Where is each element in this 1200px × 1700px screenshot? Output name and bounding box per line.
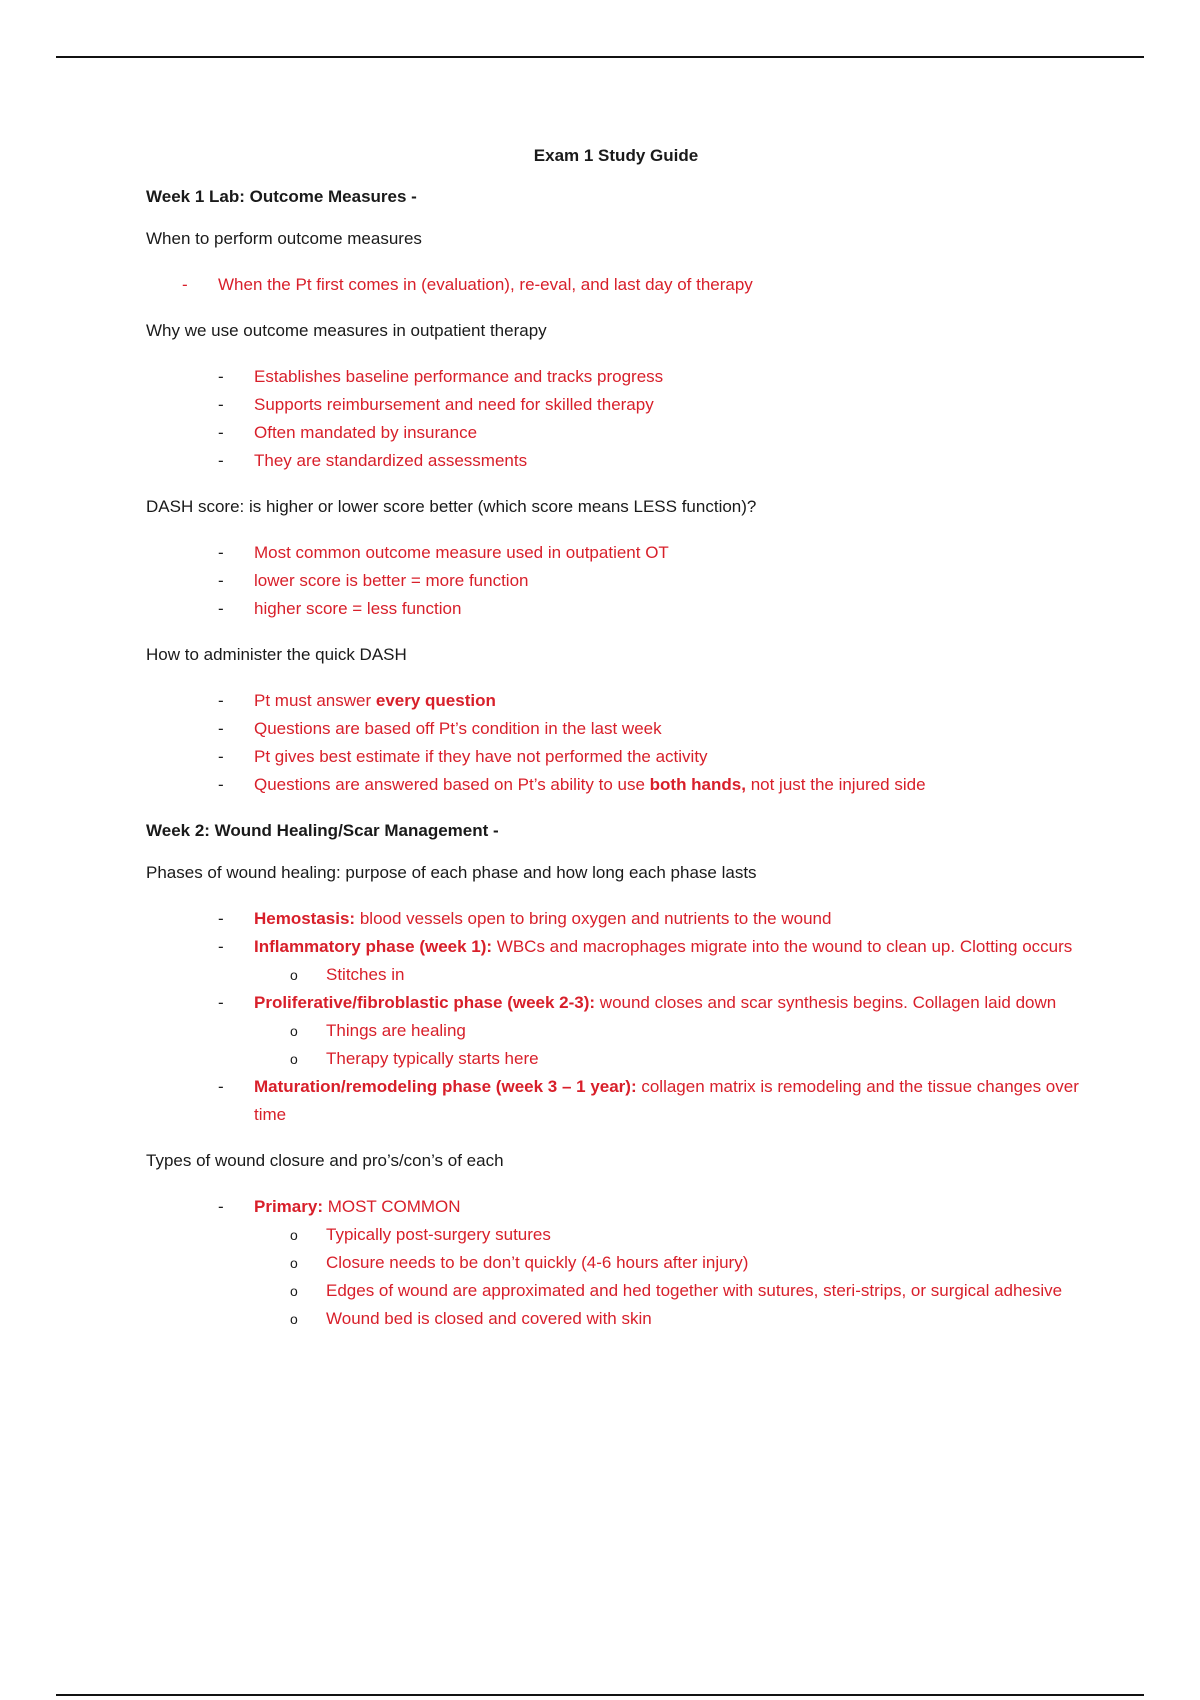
item-bold-text: every question [375, 691, 496, 710]
item-text: not just the injured side [745, 775, 926, 794]
item-bold-text: both hands, [649, 775, 746, 794]
list-item-inflammatory [146, 933, 1086, 989]
closure-description: MOST COMMON [322, 1197, 461, 1216]
list-item: - They are standardized assessments [146, 447, 1086, 475]
week1-answer-quick-dash-list [146, 687, 1086, 799]
list-item: - Questions are based off Pt’s condition in the last week [146, 715, 1086, 743]
week1-answer-when-list [146, 271, 1086, 299]
list-item: - lower score is better = more function [146, 567, 1086, 595]
week1-question-when: When to perform outcome measures [146, 229, 422, 248]
week2-question-closure: Types of wound closure and pro’s/con’s of each [146, 1151, 504, 1170]
list-item: - Most common outcome measure used in outpatient OT [146, 539, 1086, 567]
phase-description: blood vessels open to bring oxygen and nutrients to the wound [355, 909, 832, 928]
sub-list-item: o Therapy typically starts here [254, 1045, 1086, 1073]
phase-name: Maturation/remodeling phase (week 3 – 1 year): [254, 1077, 637, 1096]
phase-name: Proliferative/fibroblastic phase (week 2-3): [254, 993, 596, 1012]
list-item: - Often mandated by insurance [146, 419, 1086, 447]
week1-answer-dash-score-list [146, 539, 1086, 623]
list-item-primary [146, 1193, 1086, 1333]
phase-description: WBCs and macrophages migrate into the wound to clean up. Clotting occurs [492, 937, 1073, 956]
sub-list [254, 1221, 1086, 1333]
top-rule [56, 56, 1144, 58]
week1-answer-why-list [146, 363, 1086, 475]
phase-name: Inflammatory phase (week 1): [254, 937, 493, 956]
sub-list-item: o Edges of wound are approximated and hed together with sutures, steri-strips, or surgical adhesive [254, 1277, 1086, 1305]
sub-list-item: o Stitches in [254, 961, 1086, 989]
week1-heading: Week 1 Lab: Outcome Measures - [146, 187, 417, 206]
bottom-rule [56, 1694, 1144, 1696]
week2-question-phases: Phases of wound healing: purpose of each phase and how long each phase lasts [146, 863, 757, 882]
sub-list-item: o Typically post-surgery sutures [254, 1221, 1086, 1249]
sub-list-item: o Things are healing [254, 1017, 1086, 1045]
list-item [146, 687, 1086, 715]
sub-list-item: o Wound bed is closed and covered with skin [254, 1305, 1086, 1333]
closure-type: Primary: [254, 1197, 323, 1216]
phase-description: collagen matrix is remodeling and the tissue changes over time [254, 1077, 1079, 1124]
list-item-maturation [146, 1073, 1086, 1129]
week2-heading: Week 2: Wound Healing/Scar Management - [146, 821, 499, 840]
sub-list [254, 961, 1086, 989]
phase-name: Hemostasis: [254, 909, 356, 928]
week1-question-dash-score: DASH score: is higher or lower score better (which score means LESS function)? [146, 497, 757, 516]
week2-closure-list [146, 1193, 1086, 1333]
sub-list-item: o Closure needs to be don’t quickly (4-6 hours after injury) [254, 1249, 1086, 1277]
phase-description: wound closes and scar synthesis begins. Collagen laid down [595, 993, 1057, 1012]
document-body [146, 146, 1086, 1355]
list-item [146, 771, 1086, 799]
list-item: - Establishes baseline performance and tracks progress [146, 363, 1086, 391]
week1-question-quick-dash: How to administer the quick DASH [146, 645, 407, 664]
week1-question-why: Why we use outcome measures in outpatient therapy [146, 321, 547, 340]
week2-phases-list [146, 905, 1086, 1129]
sub-list [254, 1017, 1086, 1073]
list-item: - higher score = less function [146, 595, 1086, 623]
list-item: - When the Pt first comes in (evaluation), re-eval, and last day of therapy [146, 271, 1086, 299]
item-text: Pt must answer [254, 691, 376, 710]
list-item-hemostasis [146, 905, 1086, 933]
document-title: Exam 1 Study Guide [533, 146, 699, 165]
list-item-proliferative [146, 989, 1086, 1073]
list-item: - Supports reimbursement and need for skilled therapy [146, 391, 1086, 419]
item-text: Questions are answered based on Pt’s ability to use [254, 775, 650, 794]
list-item: - Pt gives best estimate if they have not performed the activity [146, 743, 1086, 771]
